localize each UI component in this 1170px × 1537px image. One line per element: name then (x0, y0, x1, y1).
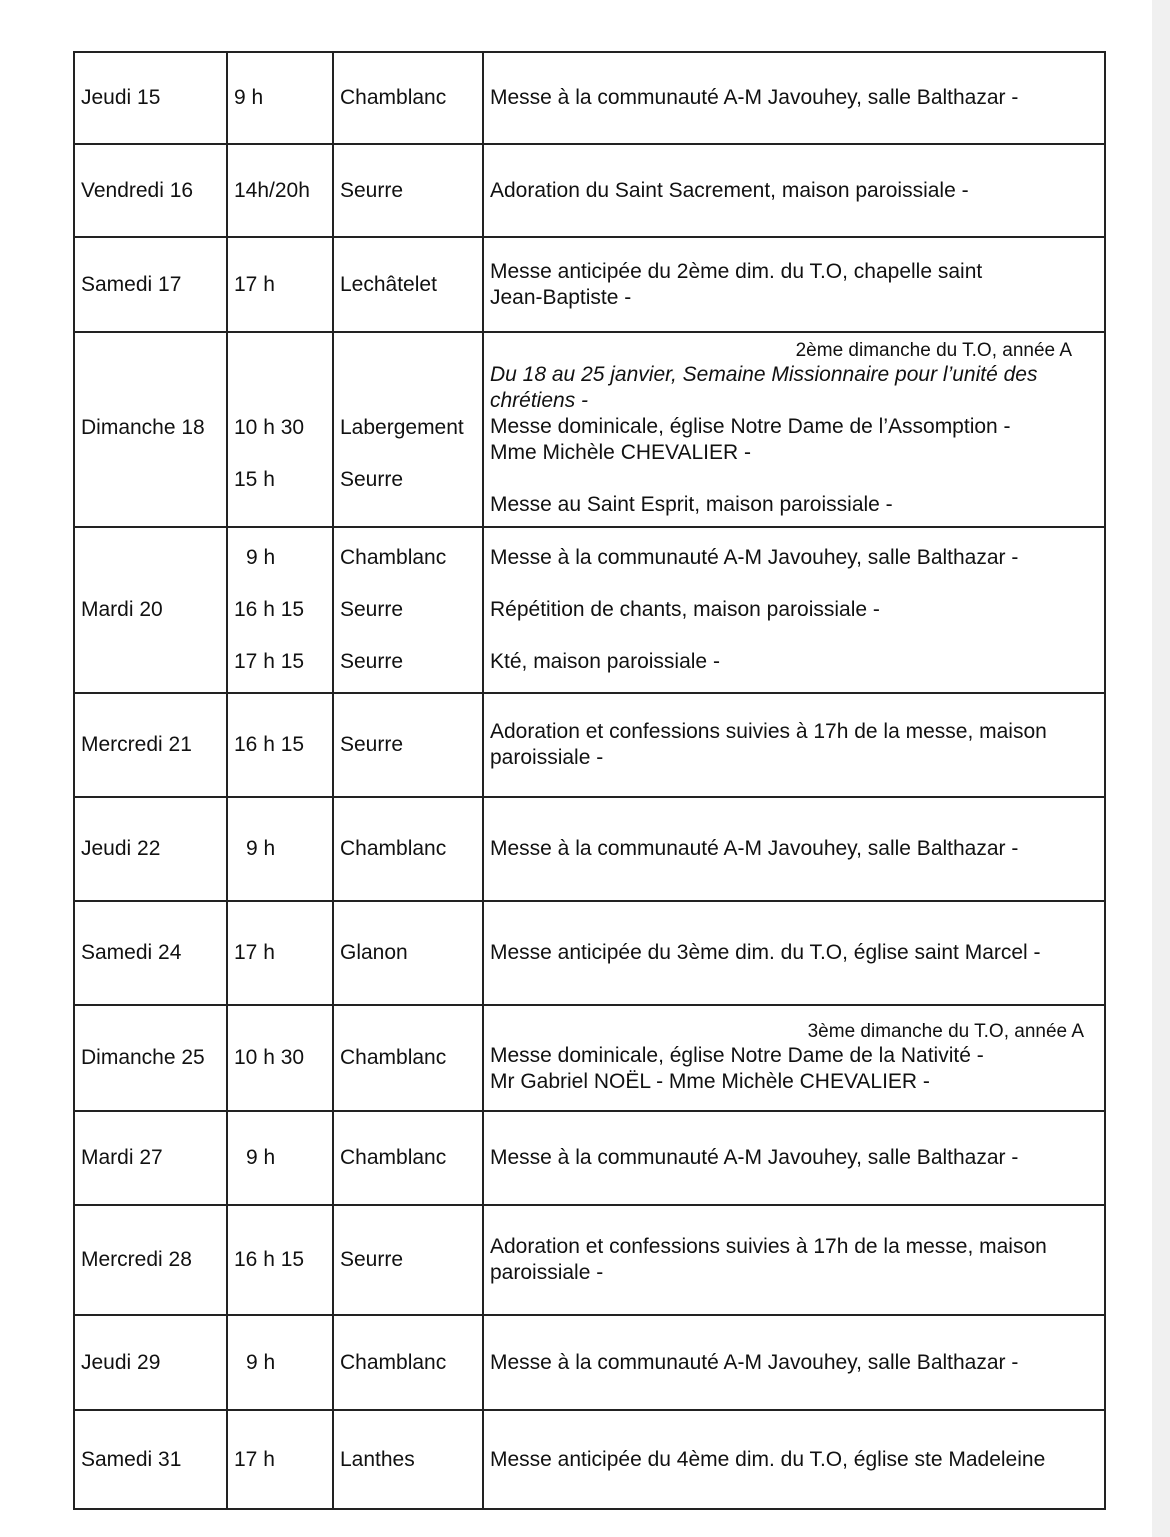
place-entry: Labergement (340, 416, 464, 439)
table-row (74, 237, 1105, 332)
description-line: Messe dominicale, église Notre Dame de la Nativité - (490, 1044, 984, 1067)
time-cell: 9 h (227, 1315, 333, 1410)
day-cell: Vendredi 16 (74, 144, 227, 237)
description-line: Kté, maison paroissiale - (490, 650, 720, 673)
description-line: Mr Gabriel NOËL - Mme Michèle CHEVALIER - (490, 1070, 930, 1093)
time-cell: 9 h (227, 797, 333, 901)
place-cell: Chamblanc (333, 1005, 483, 1111)
table-row (74, 1410, 1105, 1509)
table-row (74, 52, 1105, 144)
place-cell: Chamblanc (333, 1315, 483, 1410)
description-line: Jean-Baptiste - (490, 285, 632, 309)
day-cell: Dimanche 25 (74, 1005, 227, 1111)
description-cell: Adoration du Saint Sacrement, maison paroissiale - (483, 144, 1105, 237)
day-cell: Jeudi 15 (74, 52, 227, 144)
description-line: paroissiale - (490, 746, 604, 769)
table-row (74, 901, 1105, 1005)
place-cell: Seurre (333, 693, 483, 797)
description-cell (483, 1205, 1105, 1315)
place-cell: Lanthes (333, 1410, 483, 1509)
time-cell: 10 h 30 (227, 1005, 333, 1111)
time-entry: 17 h 15 (234, 650, 305, 673)
day-cell: Jeudi 22 (74, 797, 227, 901)
place-cell (333, 527, 483, 693)
description-cell (483, 693, 1105, 797)
table-row (74, 332, 1105, 527)
place-cell: Chamblanc (333, 1111, 483, 1205)
description-line: Répétition de chants, maison paroissiale - (490, 598, 880, 621)
place-cell: Seurre (333, 1205, 483, 1315)
place-cell: Chamblanc (333, 52, 483, 144)
time-cell (227, 332, 333, 527)
description-cell (483, 332, 1105, 527)
time-entry: 16 h 15 (234, 598, 305, 621)
place-entry: Seurre (340, 598, 404, 621)
place-entry: Seurre (340, 650, 404, 673)
place-cell: Chamblanc (333, 797, 483, 901)
time-entry: 10 h 30 (234, 416, 305, 439)
time-entry: 15 h (234, 468, 275, 491)
time-cell: 14h/20h (227, 144, 333, 237)
table-row (74, 1315, 1105, 1410)
description-line: Adoration et confessions suivies à 17h de la messe, maison (490, 720, 1047, 743)
description-cell: Messe à la communauté A-M Javouhey, salle Balthazar - (483, 1111, 1105, 1205)
time-cell (227, 527, 333, 693)
time-cell: 17 h (227, 1410, 333, 1509)
time-cell: 16 h 15 (227, 693, 333, 797)
day-cell: Mercredi 21 (74, 693, 227, 797)
liturgical-note: 2ème dimanche du T.O, année A (795, 340, 1072, 361)
liturgical-note: 3ème dimanche du T.O, année A (807, 1021, 1084, 1042)
description-line: Messe dominicale, église Notre Dame de l’Assomption - (490, 415, 1011, 438)
place-entry: Seurre (340, 468, 404, 491)
description-cell (483, 1005, 1105, 1111)
description-cell: Messe anticipée du 4ème dim. du T.O, église ste Madeleine (483, 1410, 1105, 1509)
description-line: Messe au Saint Esprit, maison paroissiale - (490, 493, 893, 516)
table-row (74, 1005, 1105, 1111)
description-line: Adoration et confessions suivies à 17h de la messe, maison (490, 1235, 1047, 1258)
table-row (74, 797, 1105, 901)
table-row (74, 693, 1105, 797)
time-cell: 9 h (227, 52, 333, 144)
place-entry: Chamblanc (340, 546, 447, 569)
place-cell (333, 332, 483, 527)
day-cell: Samedi 31 (74, 1410, 227, 1509)
description-line: Du 18 au 25 janvier, Semaine Missionnaire pour l’unité des (490, 363, 1038, 386)
description-cell: Messe anticipée du 3ème dim. du T.O, église saint Marcel - (483, 901, 1105, 1005)
description-line: chrétiens - (490, 389, 589, 412)
table-row (74, 1111, 1105, 1205)
day-cell: Dimanche 18 (74, 332, 227, 527)
day-cell: Mercredi 28 (74, 1205, 227, 1315)
place-cell: Seurre (333, 144, 483, 237)
description-line: Messe anticipée du 2ème dim. du T.O, chapelle saint (490, 259, 983, 283)
description-line: Messe à la communauté A-M Javouhey, salle Balthazar - (490, 546, 1019, 569)
schedule-table (73, 51, 1106, 1510)
description-cell (483, 237, 1105, 332)
time-cell: 16 h 15 (227, 1205, 333, 1315)
description-cell: Messe à la communauté A-M Javouhey, salle Balthazar - (483, 1315, 1105, 1410)
description-cell: Messe à la communauté A-M Javouhey, salle Balthazar - (483, 797, 1105, 901)
day-cell: Samedi 24 (74, 901, 227, 1005)
time-cell: 9 h (227, 1111, 333, 1205)
table-row (74, 527, 1105, 693)
time-entry: 9 h (246, 546, 276, 569)
table-row (74, 144, 1105, 237)
day-cell: Mardi 20 (74, 527, 227, 693)
description-cell (483, 527, 1105, 693)
table-row (74, 1205, 1105, 1315)
time-cell: 17 h (227, 237, 333, 332)
place-cell: Glanon (333, 901, 483, 1005)
description-cell: Messe à la communauté A-M Javouhey, salle Balthazar - (483, 52, 1105, 144)
day-cell: Samedi 17 (74, 237, 227, 332)
description-line: Mme Michèle CHEVALIER - (490, 441, 752, 464)
time-cell: 17 h (227, 901, 333, 1005)
day-cell: Mardi 27 (74, 1111, 227, 1205)
place-cell: Lechâtelet (333, 237, 483, 332)
day-cell: Jeudi 29 (74, 1315, 227, 1410)
description-line: paroissiale - (490, 1261, 604, 1284)
